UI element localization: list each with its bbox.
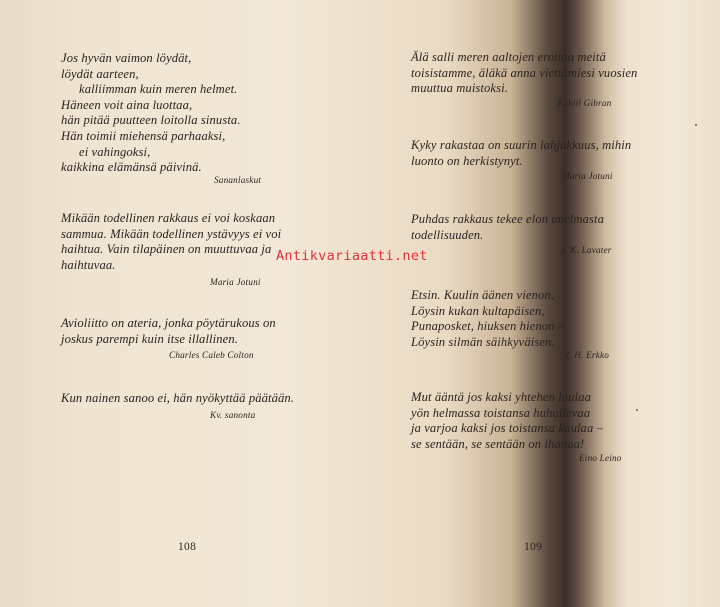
quote-author: Maria Jotuni <box>210 277 261 287</box>
quote-erkko <box>411 288 711 360</box>
quote-line: kalliimman kuin meren helmet. <box>79 82 238 97</box>
quote-line: Mut ääntä jos kaksi yhtehen laulaa <box>411 390 592 404</box>
quote-gibran <box>411 50 711 108</box>
quote-line: Mikään todellinen rakkaus ei voi koskaan <box>61 211 276 225</box>
quote-line: löydät aarteen, <box>61 66 139 81</box>
quote-saying <box>61 391 351 420</box>
quote-line: Avioliitto on ateria, jonka pöytärukous on <box>61 316 276 330</box>
quote-lavater <box>411 212 711 255</box>
quote-leino <box>411 390 711 463</box>
quote-line: Kun nainen sanoo ei, hän nyökyttää päätään. <box>61 391 295 405</box>
quote-line: toisistamme, äläkä anna viettämiesi vuosien <box>411 65 638 80</box>
quote-jotuni-1 <box>61 211 351 287</box>
quote-author: Sananlaskut <box>214 175 262 185</box>
paper-speck <box>695 124 697 126</box>
quote-line: Punaposket, hiuksen hienon – <box>411 319 565 334</box>
quote-author: J. K. Lavater <box>561 245 612 255</box>
quote-line: Jos hyvän vaimon löydät, <box>61 51 192 65</box>
quote-author: Charles Caleb Colton <box>169 350 254 360</box>
quote-line: haihtuvaa. <box>61 257 116 272</box>
quote-author: J. H. Erkko <box>565 350 610 360</box>
right-page <box>378 0 720 607</box>
paper-speck <box>636 409 638 411</box>
quote-line: ja varjoa kaksi jos toistansa kaulaa – <box>411 421 603 436</box>
quote-line: Kyky rakastaa on suurin lahjakkuus, mihin <box>411 138 632 152</box>
quote-author: Kv. sanonta <box>210 410 256 420</box>
quote-line: kaikkina elämänsä päivinä. <box>61 160 202 175</box>
left-page <box>0 0 352 607</box>
quote-line: yön helmassa toistansa huhuilevaa <box>411 405 591 420</box>
quote-author: Kahlil Gibran <box>557 98 612 108</box>
quote-line: sammua. Mikään todellinen ystävyys ei voi <box>61 226 282 241</box>
quote-line: todellisuuden. <box>411 227 484 242</box>
quote-line: Löysin kukan kultapäisen, <box>411 303 545 318</box>
watermark: Antikvariaatti.net <box>276 248 428 264</box>
quote-author: Maria Jotuni <box>562 171 613 181</box>
quote-line: ei vahingoksi, <box>79 144 151 159</box>
quote-colton <box>61 316 351 360</box>
quote-line: Älä salli meren aaltojen erottaa meitä <box>411 50 606 64</box>
quote-line: joskus parempi kuin itse illallinen. <box>61 331 238 346</box>
quote-proverbs <box>61 51 351 185</box>
quote-line: Häneen voit aina luottaa, <box>61 97 193 112</box>
quote-line: luonto on herkistynyt. <box>411 153 523 168</box>
quote-line: Hän toimii miehensä parhaaksi, <box>61 128 226 143</box>
page-number-left: 108 <box>178 541 197 553</box>
quote-line: Puhdas rakkaus tekee elon unelmasta <box>411 212 605 226</box>
quote-line: se sentään, se sentään on ihanaa! <box>411 436 585 451</box>
quote-line: Löysin silmän säihkyväisen. <box>411 334 555 349</box>
quote-line: Etsin. Kuulin äänen vienon, <box>411 288 554 302</box>
quote-line: muuttua muistoksi. <box>411 81 508 96</box>
quote-line: hän pitää puutteen loitolla sinusta. <box>61 113 241 128</box>
quote-line: haihtua. Vain tilapäinen on muuttuvaa ja <box>61 242 272 257</box>
page-number-right: 109 <box>524 541 543 553</box>
quote-jotuni-2 <box>411 138 711 181</box>
quote-author: Eino Leino <box>579 453 622 463</box>
